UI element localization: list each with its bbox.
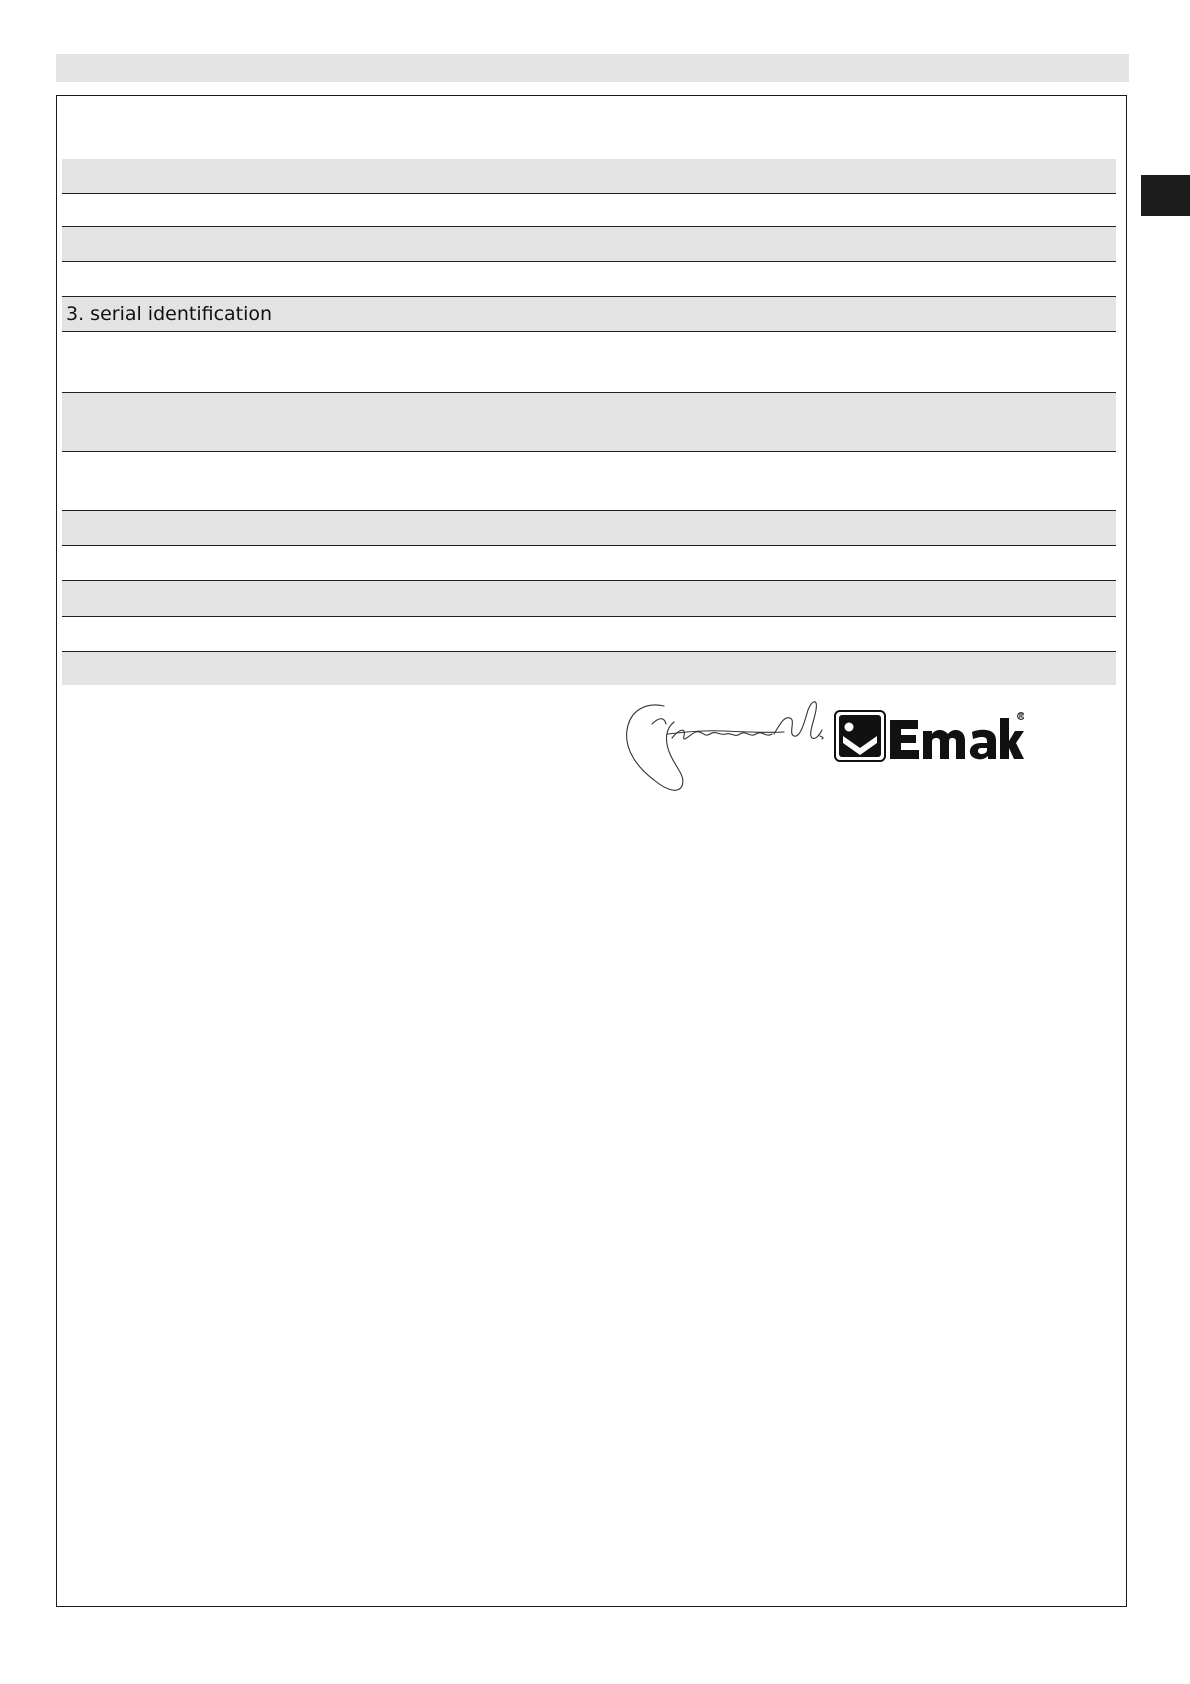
form-row-3: [62, 227, 1116, 262]
emak-wordmark: [888, 710, 1024, 762]
language-tab: [1141, 175, 1190, 216]
form-row-12: [62, 617, 1116, 652]
signature-icon: [624, 694, 838, 798]
form-row-2: [62, 194, 1116, 227]
form-row-serial: [62, 297, 1116, 332]
emak-logo: [834, 710, 1024, 768]
form-row-13: [62, 652, 1116, 685]
form-row-11: [62, 581, 1116, 617]
serial-identification-heading: 3. serial identification: [66, 303, 273, 325]
form-row-1: [62, 159, 1116, 194]
form-row-8: [62, 452, 1116, 511]
header-band: [56, 54, 1129, 82]
form-row-9: [62, 511, 1116, 546]
form-row-6: [62, 332, 1116, 393]
form-row-4: [62, 262, 1116, 297]
form-row-10: [62, 546, 1116, 581]
form-row-7: [62, 393, 1116, 452]
emak-logo-icon: [834, 710, 886, 762]
